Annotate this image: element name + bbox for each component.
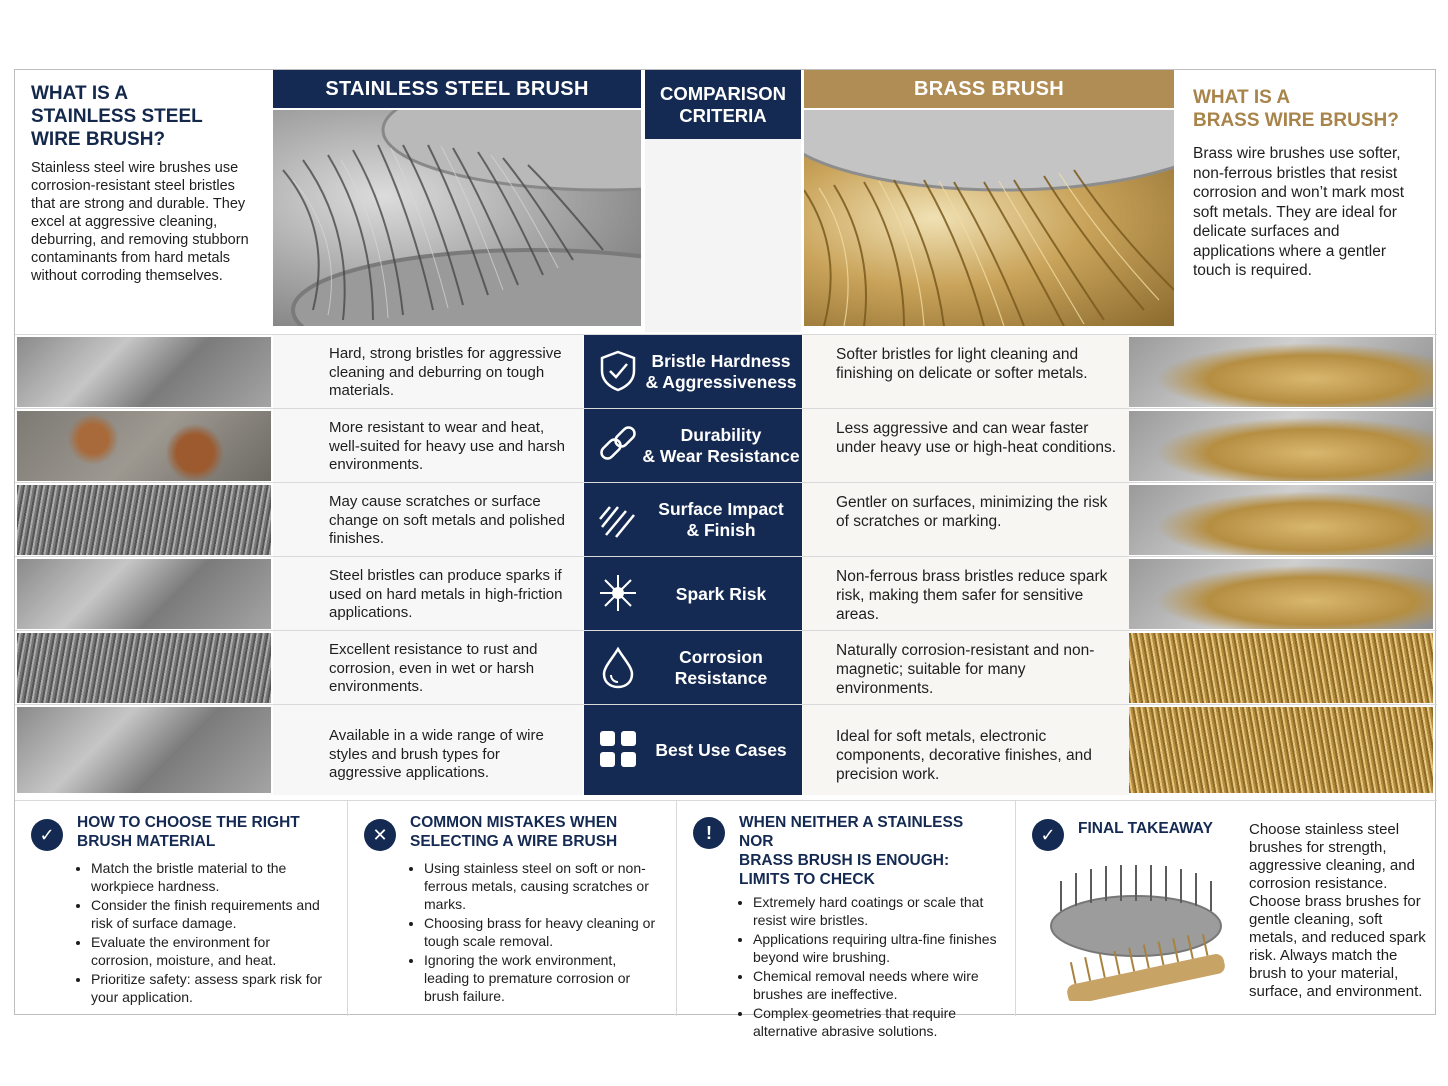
- brass-hardness-text: Softer bristles for light cleaning and finishing on delicate or softer metals.: [803, 335, 1129, 409]
- criteria-label: Bristle Hardness & Aggressiveness: [645, 351, 797, 392]
- steel-surface-text: May cause scratches or surface change on soft metals and polished finishes.: [273, 483, 583, 557]
- steel-brush-illustration: [273, 110, 641, 326]
- takeaway-text: Choose stainless steel brushes for strength, aggressive cleaning, and corrosion resistance. Choose brass brushes for gentle cleaning, soft metals, and reduced spark risk. Always match the brush to your material, surface, and environment.: [1249, 821, 1426, 1000]
- brass-column-header: BRASS BRUSH: [804, 70, 1174, 108]
- common-mistakes-section: [347, 800, 676, 1016]
- section-title: COMMON MISTAKES WHEN SELECTING A WIRE BRUSH: [410, 814, 618, 850]
- brush-pair-illustration: [1036, 851, 1236, 1001]
- brass-use-cases-text: Ideal for soft metals, electronic components, decorative finishes, and precision work.: [803, 705, 1129, 795]
- comparison-row-corrosion: [15, 630, 1437, 704]
- steel-hand-brush-photo: [17, 485, 271, 555]
- shield-check-icon: [596, 349, 640, 393]
- final-takeaway-section: [1015, 800, 1437, 1016]
- criteria-best-use: [584, 705, 802, 795]
- comparison-row-hardness: [15, 334, 1437, 408]
- brass-intro-title: WHAT IS A BRASS WIRE BRUSH?: [1193, 87, 1399, 131]
- exclamation-circle-icon: !: [693, 817, 725, 849]
- comparison-row-surface: [15, 482, 1437, 556]
- brass-brush-on-plate-photo: [1129, 337, 1433, 407]
- scratch-lines-icon: [596, 497, 640, 541]
- list-item: • Choosing brass for heavy cleaning or tough scale removal.: [424, 914, 662, 950]
- criteria-header-spacer: [645, 139, 801, 332]
- list-item: • Prioritize safety: assess spark risk for your application.: [91, 970, 333, 1006]
- comparison-infographic: [14, 69, 1436, 1039]
- brass-brush-on-part-photo: [1129, 411, 1433, 481]
- list-item: • Ignoring the work environment, leading to premature corrosion or brush failure.: [424, 951, 662, 1005]
- comparison-row-use-cases: [15, 704, 1437, 794]
- steel-plate-photo: [17, 337, 271, 407]
- brass-brush-illustration: [804, 110, 1174, 326]
- criteria-column-header: COMPARISON CRITERIA: [645, 70, 801, 139]
- brass-fitting-photo: [1129, 633, 1433, 703]
- steel-durability-text: More resistant to wear and heat, well-suited for heavy use and harsh environments.: [273, 409, 583, 483]
- criteria-corrosion: [584, 631, 802, 705]
- brass-spark-text: Non-ferrous brass bristles reduce spark risk, making them safer for sensitive areas.: [803, 557, 1129, 631]
- water-drop-icon: [596, 645, 640, 689]
- brass-intro: [1175, 70, 1437, 332]
- list-item: • Extremely hard coatings or scale that resist wire bristles.: [753, 893, 1001, 929]
- brass-brush-hero-image: [804, 110, 1174, 326]
- criteria-durability: [584, 409, 802, 483]
- choose-list: [91, 859, 333, 1006]
- brass-corrosion-text: Naturally corrosion-resistant and non-magnetic; suitable for many environments.: [803, 631, 1129, 705]
- list-item: • Match the bristle material to the workpiece hardness.: [91, 859, 333, 895]
- criteria-label: Corrosion Resistance: [674, 647, 768, 688]
- section-title: HOW TO CHOOSE THE RIGHT BRUSH MATERIAL: [77, 814, 300, 850]
- criteria-label: Spark Risk: [675, 583, 767, 604]
- steel-use-cases-text: Available in a wide range of wire styles and brush types for aggressive applications.: [273, 705, 583, 795]
- how-to-choose-section: [15, 800, 347, 1016]
- criteria-label: Durability & Wear Resistance: [642, 425, 800, 466]
- brass-brush-types-photo: [1129, 707, 1433, 793]
- criteria-surface-impact: [584, 483, 802, 557]
- steel-column-header: STAINLESS STEEL BRUSH: [273, 70, 641, 108]
- section-title: WHEN NEITHER A STAINLESS NOR BRASS BRUSH IS ENOUGH: LIMITS TO CHECK: [739, 814, 964, 888]
- brass-brush-on-tube-photo: [1129, 485, 1433, 555]
- brass-intro-text: Brass wire brushes use softer, non-ferrous bristles that resist corrosion and won’t mark most soft metals. They are ideal for delicate surfaces and applications where a gentler touch is required.: [1193, 145, 1405, 279]
- list-item: • Applications requiring ultra-fine finishes beyond wire brushing.: [753, 930, 1001, 966]
- section-title: FINAL TAKEAWAY: [1078, 820, 1213, 837]
- comparison-row-durability: [15, 408, 1437, 482]
- criteria-label: Surface Impact & Finish: [658, 499, 784, 540]
- spark-icon: [596, 571, 640, 615]
- mistakes-list: [424, 859, 662, 1005]
- steel-intro-title: WHAT IS A STAINLESS STEEL WIRE BRUSH?: [31, 83, 203, 150]
- criteria-spark-risk: [584, 557, 802, 631]
- comparison-row-spark: [15, 556, 1437, 630]
- steel-spark-text: Steel bristles can produce sparks if used on hard metals in high-friction applications.: [273, 557, 583, 631]
- list-item: • Complex geometries that require alternative abrasive solutions.: [753, 1004, 1001, 1040]
- list-item: • Evaluate the environment for corrosion, moisture, and heat.: [91, 933, 333, 969]
- list-item: • Consider the finish requirements and risk of surface damage.: [91, 896, 333, 932]
- steel-hardness-text: Hard, strong bristles for aggressive cleaning and deburring on tough materials.: [273, 335, 583, 409]
- criteria-label: Best Use Cases: [655, 739, 787, 760]
- check-circle-icon: ✓: [1032, 819, 1064, 851]
- steel-corrosion-text: Excellent resistance to rust and corrosion, even in wet or harsh environments.: [273, 631, 583, 705]
- check-circle-icon: ✓: [31, 819, 63, 851]
- rusty-steel-photo: [17, 411, 271, 481]
- steel-intro-text: Stainless steel wire brushes use corrosion-resistant steel bristles that are strong and durable. They excel at aggressive cleaning, deburring, and removing stubborn contaminants from hard metals without corroding themselves.: [31, 160, 249, 284]
- grid-squares-icon: [596, 727, 640, 771]
- brass-brush-on-rail-photo: [1129, 559, 1433, 629]
- limits-section: [676, 800, 1015, 1039]
- chain-link-icon: [596, 423, 640, 467]
- steel-brush-on-metal-photo: [17, 633, 271, 703]
- steel-brush-hero-image: [273, 110, 641, 326]
- criteria-bristle-hardness: [584, 335, 802, 409]
- steel-intro: [15, 70, 273, 332]
- x-circle-icon: ✕: [364, 819, 396, 851]
- list-item: • Using stainless steel on soft or non-ferrous metals, causing scratches or marks.: [424, 859, 662, 913]
- brass-durability-text: Less aggressive and can wear faster under heavy use or high-heat conditions.: [803, 409, 1129, 483]
- brass-surface-text: Gentler on surfaces, minimizing the risk of scratches or marking.: [803, 483, 1129, 557]
- limits-list: [753, 893, 1001, 1040]
- list-item: • Chemical removal needs where wire brushes are ineffective.: [753, 967, 1001, 1003]
- steel-brush-types-photo: [17, 707, 271, 793]
- steel-tubes-photo: [17, 559, 271, 629]
